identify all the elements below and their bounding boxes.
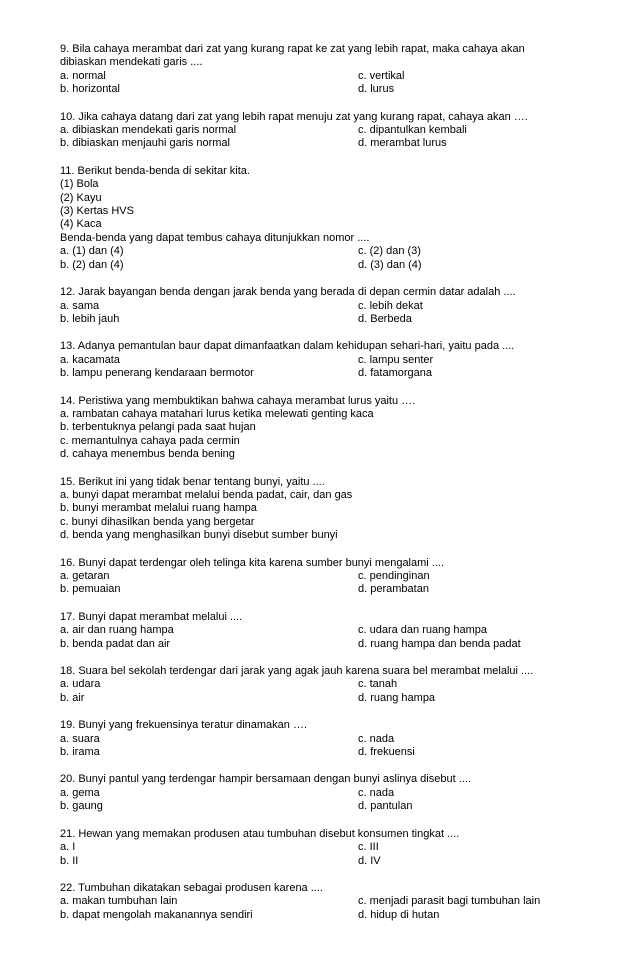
- option-row: [60, 570, 560, 583]
- option-row: [60, 678, 560, 691]
- question-text-line: (2) Kayu: [60, 191, 102, 204]
- option-row: [60, 245, 560, 258]
- option-row: [60, 83, 560, 96]
- answer-option: b. dapat mengolah makanannya sendiri: [60, 908, 253, 921]
- question-17: [60, 611, 560, 651]
- answer-option: c. III: [358, 841, 379, 854]
- question-11: [60, 165, 560, 272]
- answer-option: c. nada: [358, 732, 395, 745]
- option-row: [60, 638, 560, 651]
- question-text: 19. Bunyi yang frekuensinya teratur dinamakan ….: [60, 719, 308, 732]
- answer-option: d. hidup di hutan: [358, 908, 440, 921]
- answer-option: a. air dan ruang hampa: [60, 624, 174, 637]
- answer-option: b. air: [60, 691, 85, 704]
- answer-option: b. irama: [60, 746, 100, 759]
- answer-option: a. normal: [60, 69, 106, 82]
- answer-option: a. udara: [60, 678, 101, 691]
- answer-option: d. benda yang menghasilkan bunyi disebut sumber bunyi: [60, 529, 338, 542]
- option-row: [60, 746, 560, 759]
- question-list: [60, 43, 560, 936]
- answer-option: b. lampu penerang kendaraan bermotor: [60, 367, 254, 380]
- question-text: 22. Tumbuhan dikatakan sebagai produsen karena ....: [60, 881, 323, 894]
- answer-option: a. sama: [60, 299, 100, 312]
- answer-option: a. getaran: [60, 570, 110, 582]
- question-21: [60, 828, 560, 868]
- option-row: [60, 137, 560, 150]
- answer-option: c. dipantulkan kembali: [358, 124, 467, 137]
- question-text: 14. Peristiwa yang membuktikan bahwa cahaya merambat lurus yaitu ….: [60, 394, 416, 407]
- answer-option: d. ruang hampa dan benda padat: [358, 637, 521, 650]
- question-14: [60, 395, 560, 462]
- option-row: [60, 733, 560, 746]
- option-row: [60, 787, 560, 800]
- question-20: [60, 773, 560, 813]
- question-text: 16. Bunyi dapat terdengar oleh telinga kita karena sumber bunyi mengalami ....: [60, 556, 445, 569]
- question-12: [60, 286, 560, 326]
- answer-option: c. memantulnya cahaya pada cermin: [60, 434, 240, 447]
- answer-option: d. (3) dan (4): [358, 258, 422, 271]
- option-row: [60, 800, 560, 813]
- question-text: 15. Berikut ini yang tidak benar tentang bunyi, yaitu ....: [60, 475, 325, 488]
- answer-option: c. bunyi dihasilkan benda yang bergetar: [60, 515, 255, 528]
- answer-option: b. dibiaskan menjauhi garis normal: [60, 137, 230, 150]
- option-row: [60, 124, 560, 137]
- answer-option: c. menjadi parasit bagi tumbuhan lain: [358, 895, 541, 908]
- answer-option: c. vertikal: [358, 69, 405, 82]
- answer-option: a. makan tumbuhan lain: [60, 895, 178, 908]
- answer-option: d. IV: [358, 854, 381, 867]
- answer-option: a. (1) dan (4): [60, 245, 124, 258]
- answer-option: d. fatamorgana: [358, 367, 432, 380]
- option-row: [60, 259, 560, 272]
- option-row: [60, 583, 560, 596]
- option-row: [60, 300, 560, 313]
- answer-option: b. pemuaian: [60, 583, 121, 596]
- answer-option: a. rambatan cahaya matahari lurus ketika melewati genting kaca: [60, 407, 374, 420]
- answer-option: d. perambatan: [358, 583, 429, 596]
- answer-option: a. kacamata: [60, 353, 120, 366]
- answer-option: a. dibiaskan mendekati garis normal: [60, 124, 237, 137]
- option-row: [60, 354, 560, 367]
- question-text-line: (3) Kertas HVS: [60, 205, 134, 218]
- answer-option: b. (2) dan (4): [60, 258, 124, 271]
- question-text: 10. Jika cahaya datang dari zat yang lebih rapat menuju zat yang kurang rapat, cahaya akan ….: [60, 110, 528, 123]
- option-row: [60, 692, 560, 705]
- answer-option: c. (2) dan (3): [358, 245, 421, 258]
- answer-option: d. cahaya menembus benda bening: [60, 448, 235, 461]
- answer-option: b. gaung: [60, 800, 103, 813]
- answer-option: d. lurus: [358, 83, 395, 96]
- option-row: [60, 895, 560, 908]
- answer-option: d. merambat lurus: [358, 137, 447, 150]
- question-text: 21. Hewan yang memakan produsen atau tumbuhan disebut konsumen tingkat ....: [60, 827, 460, 840]
- question-text: 18. Suara bel sekolah terdengar dari jarak yang agak jauh karena suara bel merambat melalui ....: [60, 665, 534, 678]
- question-18: [60, 665, 560, 705]
- question-10: [60, 111, 560, 151]
- answer-option: b. benda padat dan air: [60, 637, 171, 650]
- option-row: [60, 909, 560, 922]
- answer-option: b. II: [60, 854, 79, 867]
- answer-option: c. lampu senter: [358, 353, 434, 366]
- answer-option: a. gema: [60, 786, 100, 799]
- question-13: [60, 340, 560, 380]
- answer-option: b. bunyi merambat melalui ruang hampa: [60, 502, 257, 515]
- question-text: 17. Bunyi dapat merambat melalui ....: [60, 610, 243, 623]
- question-16: [60, 557, 560, 597]
- option-row: [60, 70, 560, 83]
- question-text-line: dibiaskan mendekati garis ....: [60, 56, 203, 69]
- answer-option: d. Berbeda: [358, 312, 412, 325]
- answer-option: b. terbentuknya pelangi pada saat hujan: [60, 421, 256, 434]
- answer-option: a. I: [60, 841, 76, 854]
- answer-option: b. lebih jauh: [60, 312, 120, 325]
- question-text: 12. Jarak bayangan benda dengan jarak benda yang berada di depan cermin datar adalah ....: [60, 286, 516, 299]
- answer-option: d. ruang hampa: [358, 691, 436, 704]
- answer-option: c. lebih dekat: [358, 299, 423, 312]
- question-text-line: Benda-benda yang dapat tembus cahaya ditunjukkan nomor ....: [60, 231, 370, 244]
- answer-option: c. pendinginan: [358, 570, 430, 582]
- question-9: [60, 43, 560, 97]
- answer-option: c. udara dan ruang hampa: [358, 624, 488, 637]
- answer-option: b. horizontal: [60, 83, 120, 96]
- option-row: [60, 624, 560, 637]
- question-text-line: (4) Kaca: [60, 218, 102, 231]
- answer-option: d. frekuensi: [358, 746, 415, 759]
- option-row: [60, 855, 560, 868]
- question-15: [60, 476, 560, 543]
- answer-option: c. nada: [358, 786, 395, 799]
- question-text-line: (1) Bola: [60, 178, 99, 191]
- answer-option: a. suara: [60, 732, 100, 745]
- question-text: 20. Bunyi pantul yang terdengar hampir bersamaan dengan bunyi aslinya disebut ....: [60, 773, 471, 786]
- question-text: 9. Bila cahaya merambat dari zat yang kurang rapat ke zat yang lebih rapat, maka cahaya akan: [60, 43, 525, 55]
- answer-option: a. bunyi dapat merambat melalui benda padat, cair, dan gas: [60, 488, 353, 501]
- answer-option: d. pantulan: [358, 800, 413, 813]
- question-19: [60, 719, 560, 759]
- answer-option: c. tanah: [358, 678, 398, 691]
- question-text: 13. Adanya pemantulan baur dapat dimanfaatkan dalam kehidupan sehari-hari, yaitu pada ....: [60, 340, 515, 353]
- option-row: [60, 841, 560, 854]
- option-row: [60, 367, 560, 380]
- option-row: [60, 313, 560, 326]
- question-22: [60, 882, 560, 922]
- question-text: 11. Berikut benda-benda di sekitar kita.: [60, 164, 250, 177]
